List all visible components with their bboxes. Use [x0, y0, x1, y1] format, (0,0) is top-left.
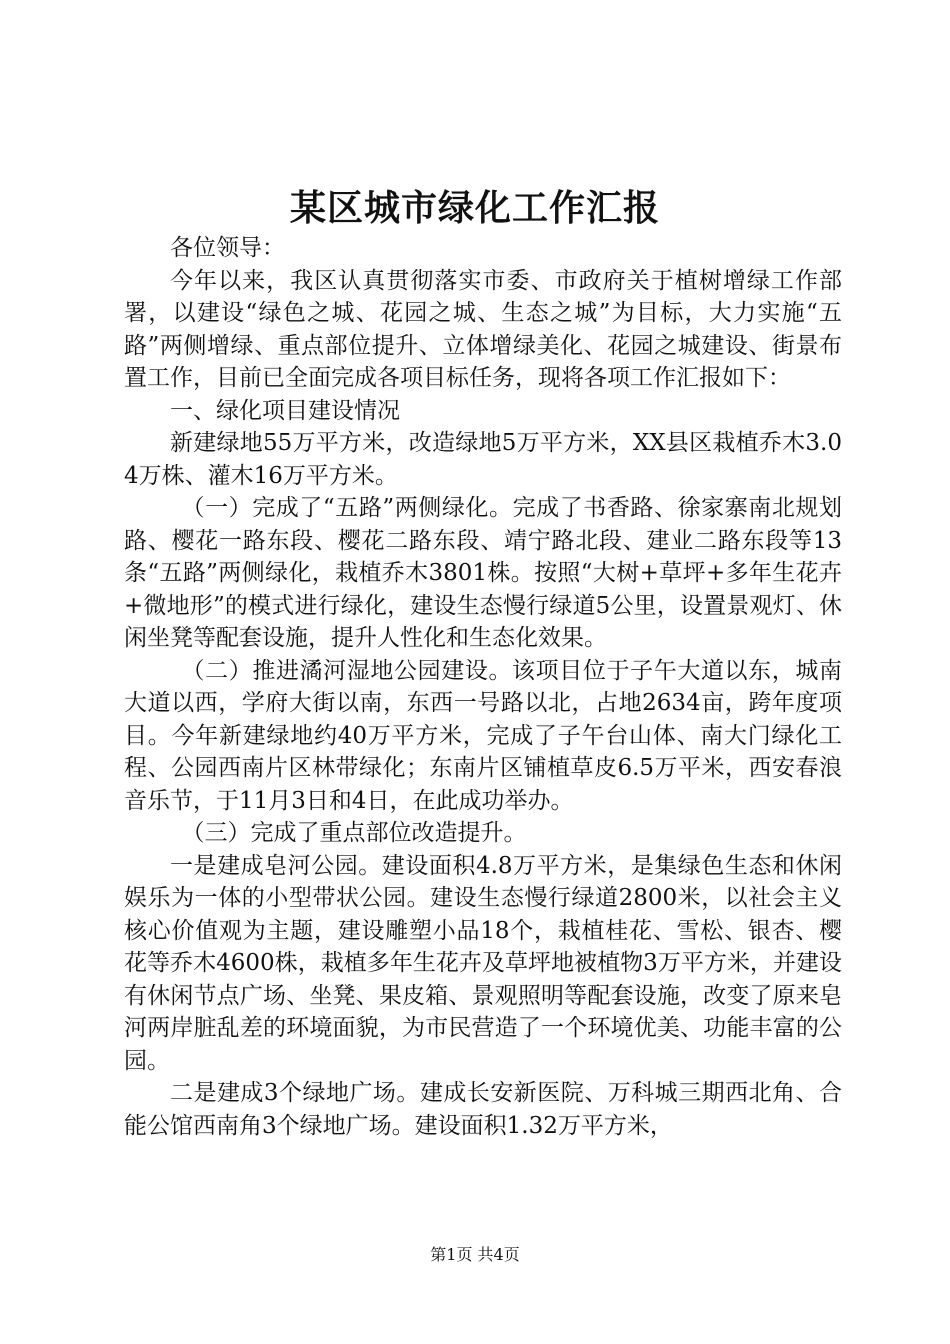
document-title: 某区城市绿化工作汇报 [289, 187, 660, 229]
document-body [124, 232, 842, 1142]
body-paragraph: 二是建成3个绿地广场。建成长安新医院、万科城三期西北角、合能公馆西南角3个绿地广场。建设面积1.32万平方米， [124, 1080, 842, 1139]
salutation-paragraph: 各位领导： [170, 235, 285, 261]
subsection-heading: （三）完成了重点部位改造提升。 [181, 820, 527, 846]
body-paragraph: 一是建成皂河公园。建设面积4.8万平方米，是集绿色生态和休闲娱乐为一体的小型带状公园。建设生态慢行绿道2800米，以社会主义核心价值观为主题，建设雕塑小品18个，栽植桂花、雪松、银杏、樱花等乔木4600株，栽植多年生花卉及草坪地被植物3万平方米，并建设有休闲节点广场、坐凳、果皮箱、景观照明等配套设施，改变了原来皂河两岸脏乱差的环境面貌，为市民营造了一个环境优美、功能丰富的公园。 [124, 852, 842, 1074]
subsection-paragraph: （二）推进潏河湿地公园建设。该项目位于子午大道以东，城南大道以西，学府大街以南，东西一号路以北，占地2634亩，跨年度项目。今年新建绿地约40万平方米，完成了子午台山体、南大门绿化工程、公园西南片区林带绿化；东南片区铺植草皮6.5万平米，西安春浪音乐节，于11月3日和4日，在此成功举办。 [124, 657, 842, 814]
intro-paragraph: 今年以来，我区认真贯彻落实市委、市政府关于植树增绿工作部署，以建设“绿色之城、花园之城、生态之城”为目标，大力实施“五路”两侧增绿、重点部位提升、立体增绿美化、花园之城建设、街景布置工作，目前已全面完成各项目标任务，现将各项工作汇报如下： [124, 267, 842, 391]
subsection-paragraph: （一）完成了“五路”两侧绿化。完成了书香路、徐家寨南北规划路、樱花一路东段、樱花二路东段、靖宁路北段、建业二路东段等13条“五路”两侧绿化，栽植乔木3801株。按照“大树+草坪+多年生花卉+微地形”的模式进行绿化，建设生态慢行绿道5公里，设置景观灯、休闲坐凳等配套设施，提升人性化和生态化效果。 [124, 495, 842, 651]
summary-paragraph: 新建绿地55万平方米，改造绿地5万平方米，XX县区栽植乔木3.04万株、灌木16万平方米。 [124, 430, 842, 489]
section-heading: 一、绿化项目建设情况 [170, 397, 400, 424]
page-indicator: 第1页 共4页 [430, 1245, 520, 1264]
